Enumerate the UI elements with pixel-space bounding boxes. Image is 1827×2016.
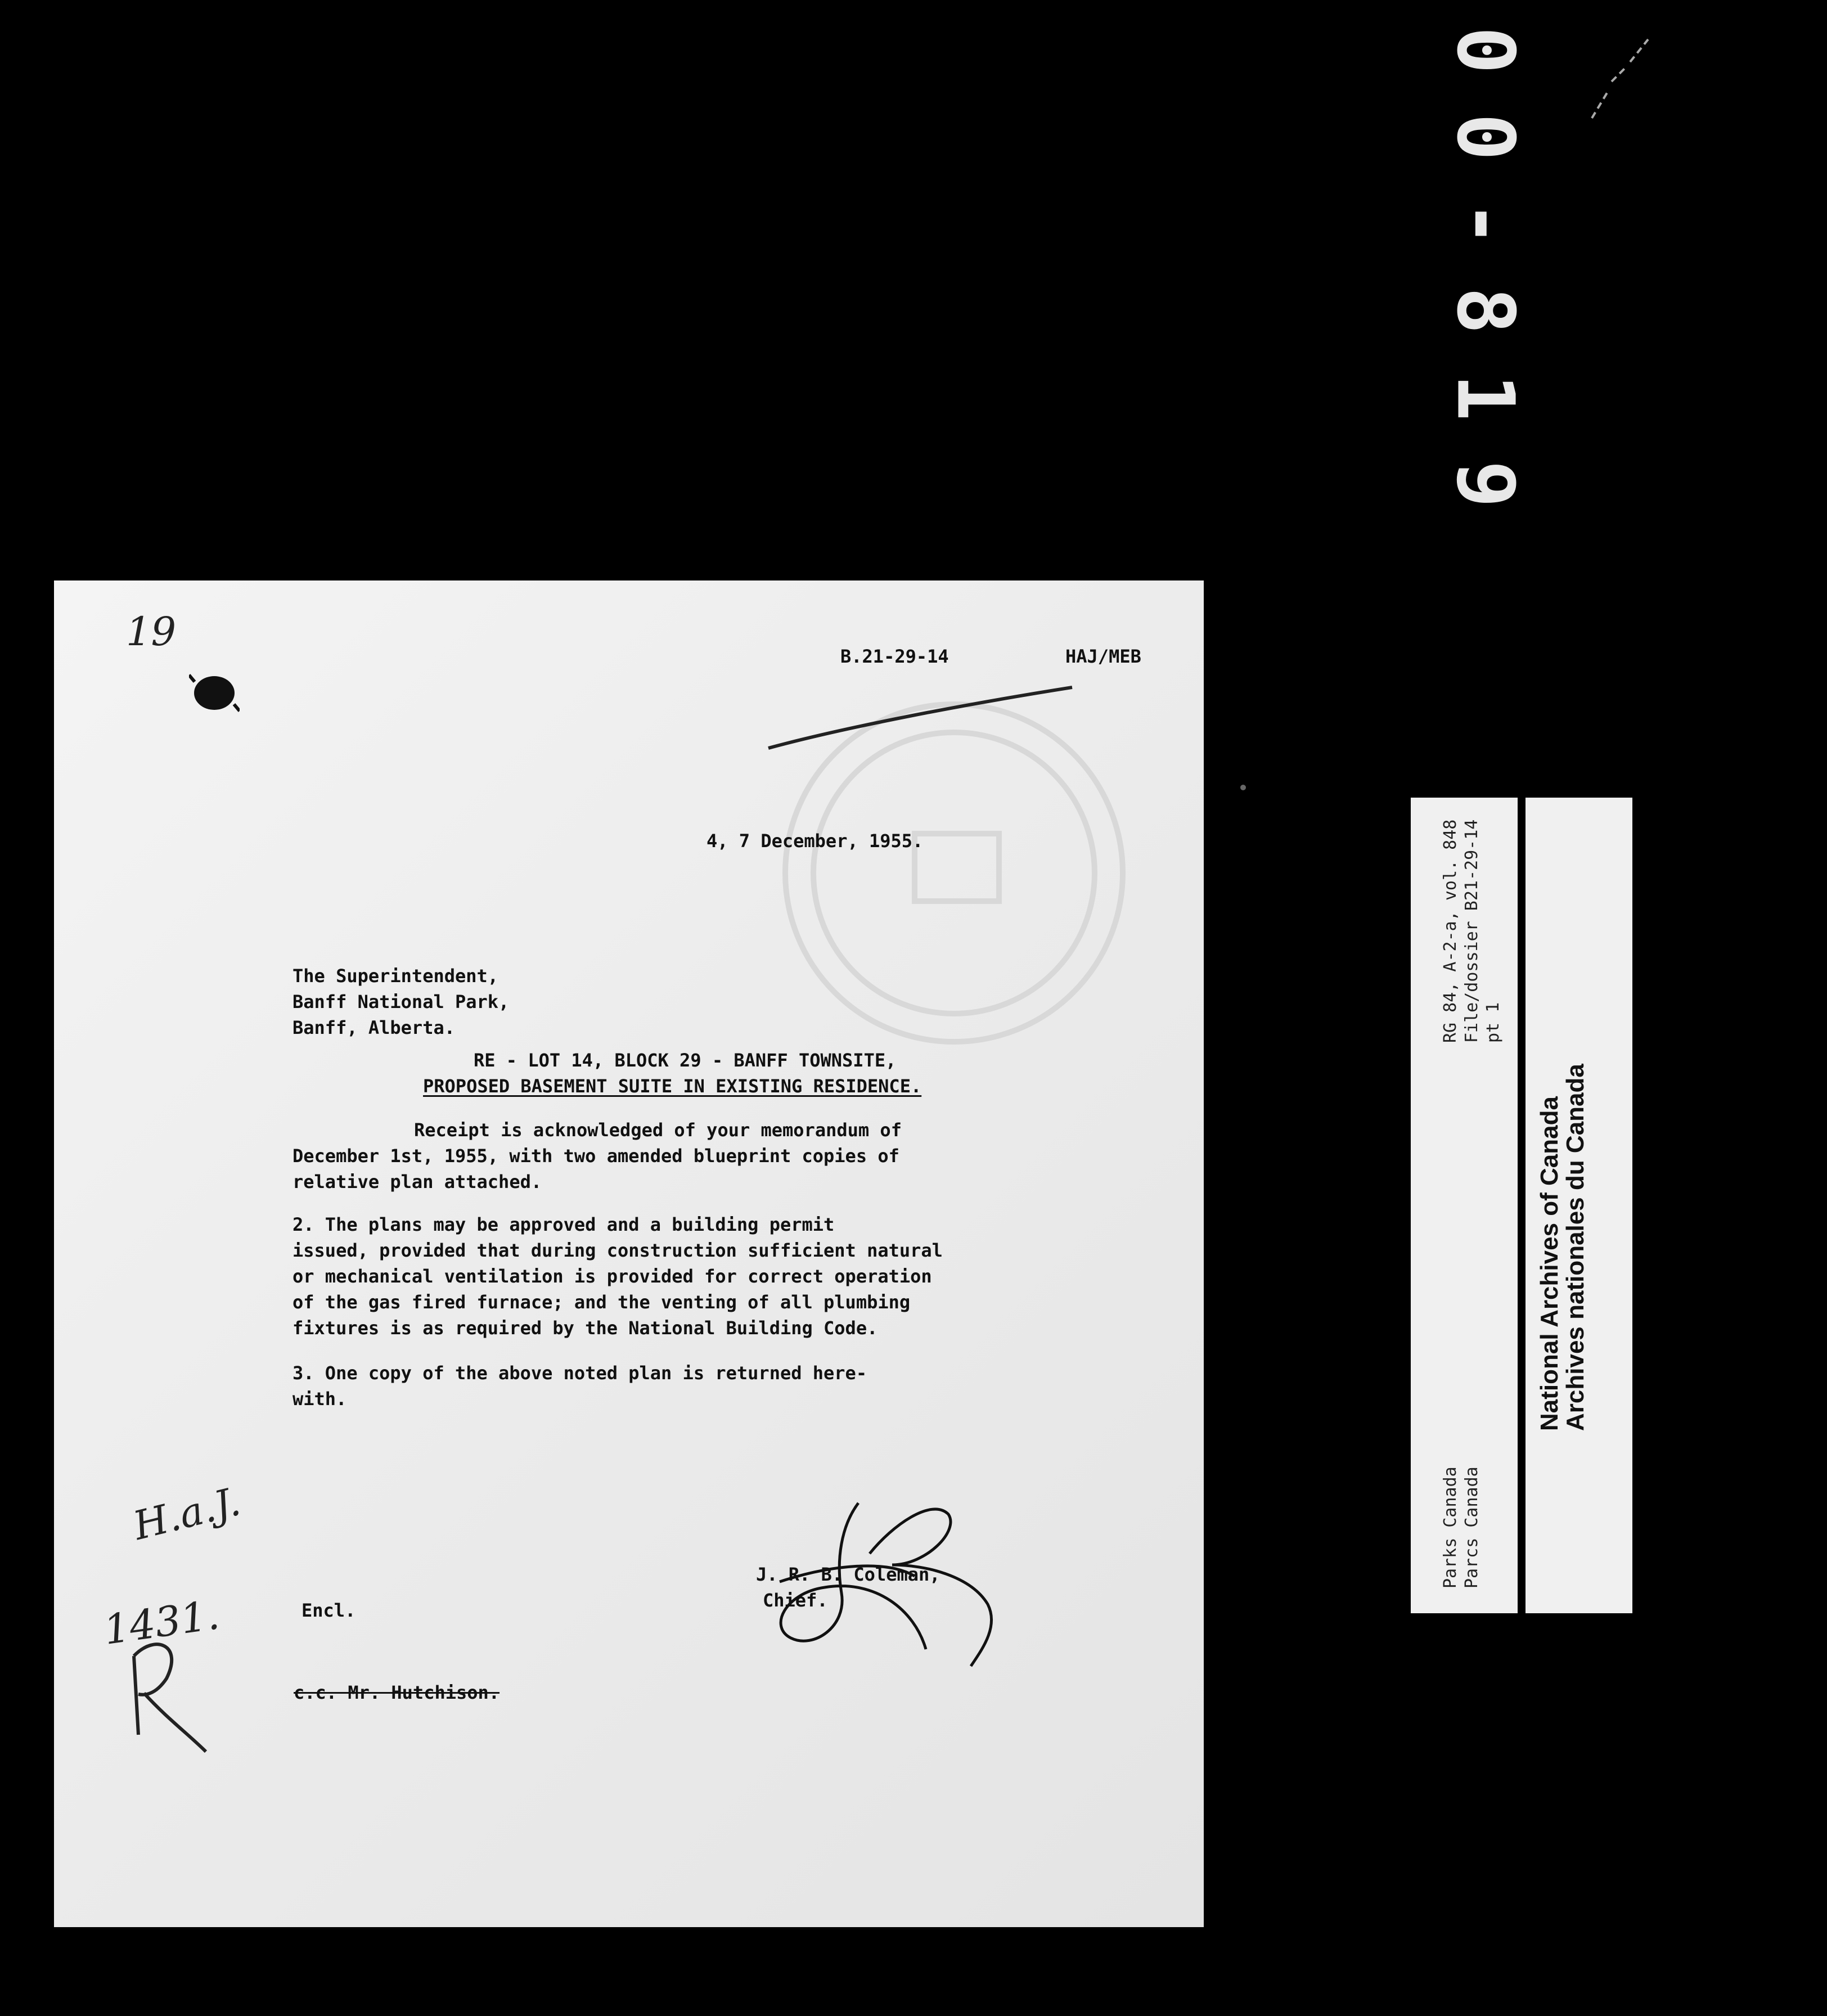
signature-name: J. R. B. Coleman,: [756, 1564, 940, 1585]
signature-title: Chief.: [763, 1590, 828, 1611]
address-line: Banff, Alberta.: [292, 1017, 455, 1038]
handwritten-page-marker: 19: [126, 609, 177, 655]
paragraph-1-line: December 1st, 1955, with two amended blueprint copies of: [292, 1145, 899, 1167]
address-line: The Superintendent,: [292, 965, 499, 987]
film-scratch: [1586, 28, 1654, 124]
subject-line-underlined: PROPOSED BASEMENT SUITE IN EXISTING RESIDENCE.: [423, 1076, 922, 1097]
archive-reference-text: [1440, 820, 1827, 1043]
archives-line: Archives nationales du Canada: [1562, 1064, 1589, 1431]
film-speck: [1238, 782, 1249, 793]
paragraph-2-line: or mechanical ventilation is provided for correct operation: [292, 1266, 932, 1287]
letter-date: 4, 7 December, 1955.: [706, 830, 924, 852]
paragraph-3-line: 3. One copy of the above noted plan is returned here-: [292, 1362, 867, 1384]
ink-blot: [189, 670, 240, 716]
paragraph-1-line: relative plan attached.: [292, 1171, 542, 1192]
paragraph-2-line: of the gas fired furnace; and the venting of all plumbing: [292, 1292, 911, 1313]
paragraph-2-line: issued, provided that during construction sufficient natural: [292, 1240, 943, 1261]
letter-page: [54, 580, 1204, 1927]
reference-line: RG 84, A-2-a, vol. 848: [1441, 819, 1460, 1043]
microfilm-frame-number: [1439, 26, 1531, 547]
paragraph-2-line: 2. The plans may be approved and a building permit: [292, 1214, 835, 1235]
paragraph-1-line: Receipt is acknowledged of your memorandum of: [414, 1119, 902, 1141]
paragraph-2-line: fixtures is as required by the National Building Code.: [292, 1317, 878, 1339]
carbon-copy-note: c.c. Mr. Hutchison.: [294, 1682, 500, 1703]
national-archives-label: [1526, 798, 1632, 1613]
agency-line: Parcs Canada: [1462, 1466, 1482, 1588]
handwritten-initials: H.a.J.: [128, 1478, 245, 1550]
reference-line: pt 1: [1483, 1002, 1503, 1043]
typist-initials: HAJ/MEB: [1065, 646, 1141, 667]
handwritten-check-mark: [122, 1622, 212, 1757]
subject-line: RE - LOT 14, BLOCK 29 - BANFF TOWNSITE,: [474, 1050, 897, 1071]
agency-line: Parks Canada: [1441, 1466, 1460, 1588]
frame-number-text: 00-819: [1439, 26, 1531, 547]
handwritten-number: 1431.: [101, 1591, 222, 1654]
pen-stroke: [763, 682, 1078, 755]
reference-line: File/dossier B21-29-14: [1462, 819, 1482, 1043]
archives-text: [1537, 1064, 1827, 1431]
address-line: Banff National Park,: [292, 991, 510, 1012]
archive-reference-label: [1411, 798, 1518, 1613]
agency-text: [1440, 1466, 1827, 1588]
archives-line: National Archives of Canada: [1536, 1096, 1563, 1431]
file-reference: B.21-29-14: [840, 646, 949, 667]
enclosure-note: Encl.: [302, 1600, 356, 1621]
paragraph-3-line: with.: [292, 1388, 347, 1410]
